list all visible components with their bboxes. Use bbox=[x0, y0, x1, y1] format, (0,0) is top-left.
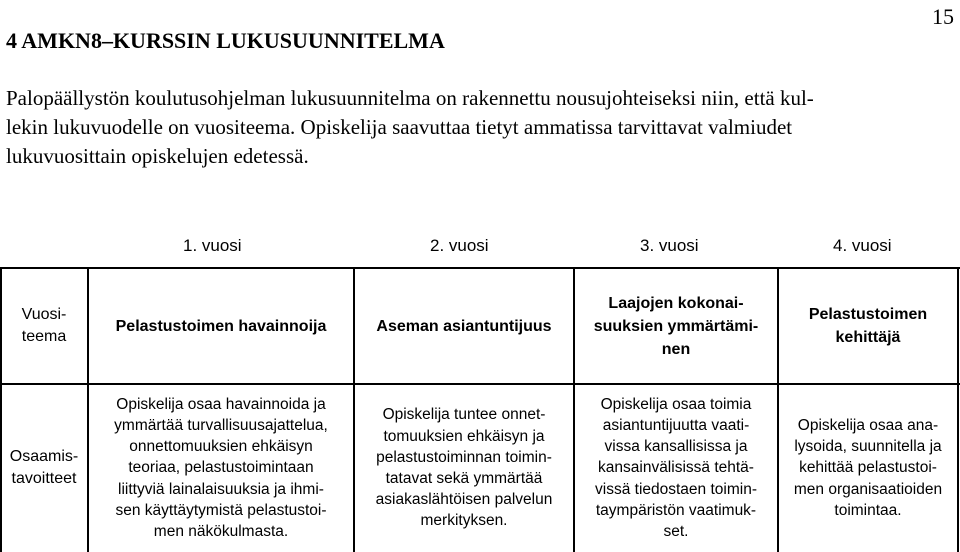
table-border-left bbox=[0, 267, 2, 552]
table-border-top bbox=[0, 267, 960, 269]
intro-line: Palopäällystön koulutusohjelman lukusuunnitelma on rakennettu nousujohteiseksi niin, että kul- bbox=[6, 86, 814, 110]
section-heading: 4 AMKN8–KURSSIN LUKUSUUNNITELMA bbox=[6, 28, 445, 53]
table-column-divider bbox=[87, 267, 89, 552]
goals-row-label: Osaamis- tavoitteet bbox=[9, 448, 79, 487]
table-border-right bbox=[957, 267, 959, 552]
theme-year-2: Aseman asiantuntijuus bbox=[376, 317, 552, 335]
year-label-2: 2. vuosi bbox=[430, 236, 489, 255]
theme-year-4: Pelastustoimen kehittäjä bbox=[808, 306, 928, 346]
table-row-divider bbox=[0, 383, 960, 385]
theme-row-label: Vuosi- teema bbox=[21, 306, 67, 345]
theme-year-3: Laajojen kokonai- suuksien ymmärtämi- nen bbox=[593, 294, 759, 358]
year-label-4: 4. vuosi bbox=[833, 236, 892, 255]
year-label-3: 3. vuosi bbox=[640, 236, 699, 255]
intro-line: lukuvuosittain opiskelujen edetessä. bbox=[6, 144, 309, 168]
table-column-divider bbox=[573, 267, 575, 552]
intro-paragraph bbox=[6, 84, 950, 171]
theme-year-1: Pelastustoimen havainnoija bbox=[115, 317, 327, 335]
goal-year-1: Opiskelija osaa havainnoida ja ymmärtää turvallisuusajattelua, onnettomuuksien ehkäisyn teoriaa, pelastustoimintaan liittyviä lainalaisuuksia ja ihmi- sen käyttäytymistä pelastustoi- men näkökulmasta. bbox=[114, 395, 328, 540]
table-column-divider bbox=[777, 267, 779, 552]
goal-year-4: Opiskelija osaa ana- lysoida, suunnitella ja kehittää pelastustoi- men organisaatioiden toimintaa. bbox=[793, 416, 943, 519]
page-number: 15 bbox=[932, 4, 954, 29]
goals-row bbox=[0, 384, 960, 552]
intro-line: lekin lukuvuodelle on vuositeema. Opiskelija saavuttaa tietyt ammatissa tarvittavat valmiudet bbox=[6, 115, 793, 139]
table-column-divider bbox=[353, 267, 355, 552]
goal-year-3: Opiskelija osaa toimia asiantuntijuutta vaati- vissa kansallisissa ja kansainvälisissä tehtä- vissä tiedostaen toimin- taympäristön vaatimuk- set. bbox=[595, 395, 757, 540]
goal-year-2: Opiskelija tuntee onnet- tomuuksien ehkäisyn ja pelastustoiminnan toimin- tatavat sekä ymmärtää asiakaslähtöisen palvelun merkityksen. bbox=[375, 406, 553, 530]
theme-row bbox=[0, 268, 960, 384]
year-label-1: 1. vuosi bbox=[183, 236, 242, 255]
